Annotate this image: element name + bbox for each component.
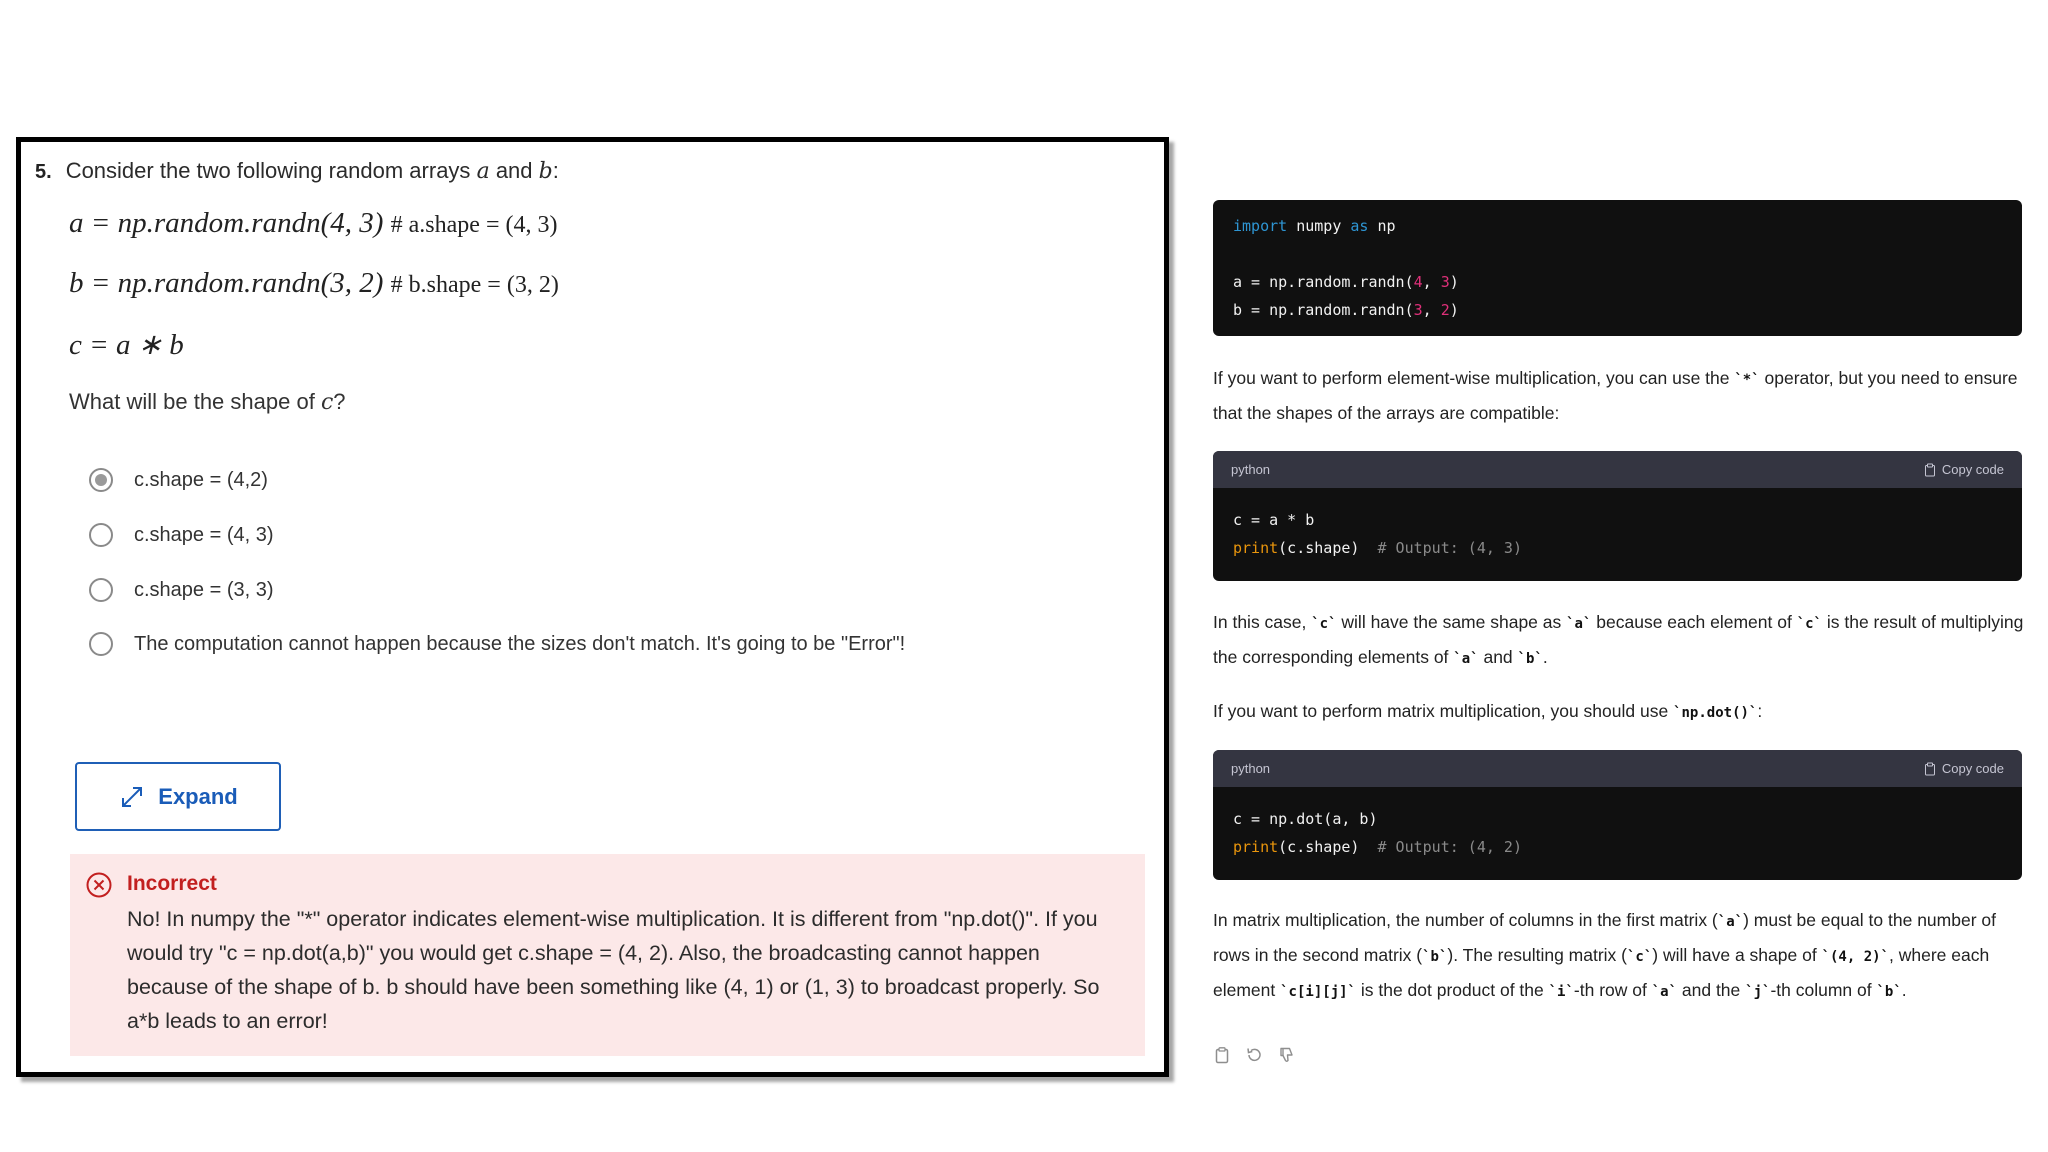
equation-b: b = np.random.randn(3, 2) # b.shape = (3, 2) bbox=[69, 267, 559, 299]
radio-button[interactable] bbox=[89, 523, 113, 547]
question-number: 5. bbox=[35, 161, 52, 183]
feedback-box bbox=[70, 854, 1145, 1056]
question-header bbox=[35, 158, 559, 184]
radio-button[interactable] bbox=[89, 578, 113, 602]
answer-option-3[interactable]: c.shape = (3, 3) bbox=[89, 578, 274, 602]
copy-code-button[interactable]: Copy code bbox=[1923, 462, 2004, 477]
clipboard-icon[interactable] bbox=[1213, 1046, 1231, 1064]
question-text: Consider the two following random arrays a and b: bbox=[65, 158, 559, 184]
clipboard-icon bbox=[1923, 463, 1937, 477]
question-prompt: What will be the shape of c? bbox=[69, 389, 346, 415]
expand-arrows-icon bbox=[118, 783, 146, 811]
expand-button[interactable]: Expand bbox=[75, 762, 281, 831]
message-actions bbox=[1213, 1046, 1295, 1064]
chat-paragraph-3: If you want to perform matrix multiplication, you should use `np.dot()`: bbox=[1213, 701, 1763, 721]
feedback-title: Incorrect bbox=[127, 872, 217, 895]
code-block-2: python Copy code c = a * b print(c.shape) # Output: (4, 3) bbox=[1213, 451, 2022, 581]
equation-c: c = a ∗ b bbox=[69, 329, 184, 361]
answer-option-2[interactable]: c.shape = (4, 3) bbox=[89, 523, 274, 547]
clipboard-icon bbox=[1923, 762, 1937, 776]
error-circle-icon bbox=[86, 872, 112, 898]
code-language-label: python bbox=[1231, 462, 1271, 477]
regenerate-icon[interactable] bbox=[1245, 1046, 1263, 1064]
quiz-panel bbox=[16, 137, 1169, 1077]
code-block-3: python Copy code c = np.dot(a, b) print(c.shape) # Output: (4, 2) bbox=[1213, 750, 2022, 880]
code-header bbox=[1213, 451, 2022, 488]
equation-a: a = np.random.randn(4, 3) # a.shape = (4, 3) bbox=[69, 207, 558, 239]
chat-paragraph-4: In matrix multiplication, the number of columns in the first matrix (`a`) must be equal to the number of rows in the second matrix (`b`). The resulting matrix (`c`) will have a shape of `(4, 2)`, where each element `c[i][j]` is the dot product of the `i`-th row of `a` and the `j`-th column of `b`. bbox=[1213, 910, 1996, 1000]
radio-button[interactable] bbox=[89, 632, 113, 656]
chat-paragraph-1: If you want to perform element-wise multiplication, you can use the `*` operator, but you need to ensure that the shapes of the arrays are compatible: bbox=[1213, 368, 2018, 423]
radio-button-selected[interactable] bbox=[89, 468, 113, 492]
code-language-label: python bbox=[1231, 761, 1271, 776]
code-header bbox=[1213, 750, 2022, 787]
feedback-text: No! In numpy the "*" operator indicates element-wise multiplication. It is different from "np.dot()". If you would try "c = np.dot(a,b)" you would get c.shape = (4, 2). Also, the broadcasting cannot happen because of the shape of b. b should have been something like (4, 1) or (1, 3) to broadcast properly. So a*b leads to an error! bbox=[127, 907, 1100, 1033]
answer-option-4[interactable]: The computation cannot happen because the sizes don't match. It's going to be "Error"! bbox=[89, 632, 905, 656]
copy-code-button[interactable]: Copy code bbox=[1923, 761, 2004, 776]
code-block-1: import numpy as np a = np.random.randn(4, 3) b = np.random.randn(3, 2) bbox=[1213, 200, 2022, 336]
answer-option-1[interactable]: c.shape = (4,2) bbox=[89, 468, 268, 492]
chat-paragraph-2: In this case, `c` will have the same shape as `a` because each element of `c` is the result of multiplying the corresponding elements of `a` and `b`. bbox=[1213, 612, 2024, 667]
thumbs-down-icon[interactable] bbox=[1277, 1046, 1295, 1064]
